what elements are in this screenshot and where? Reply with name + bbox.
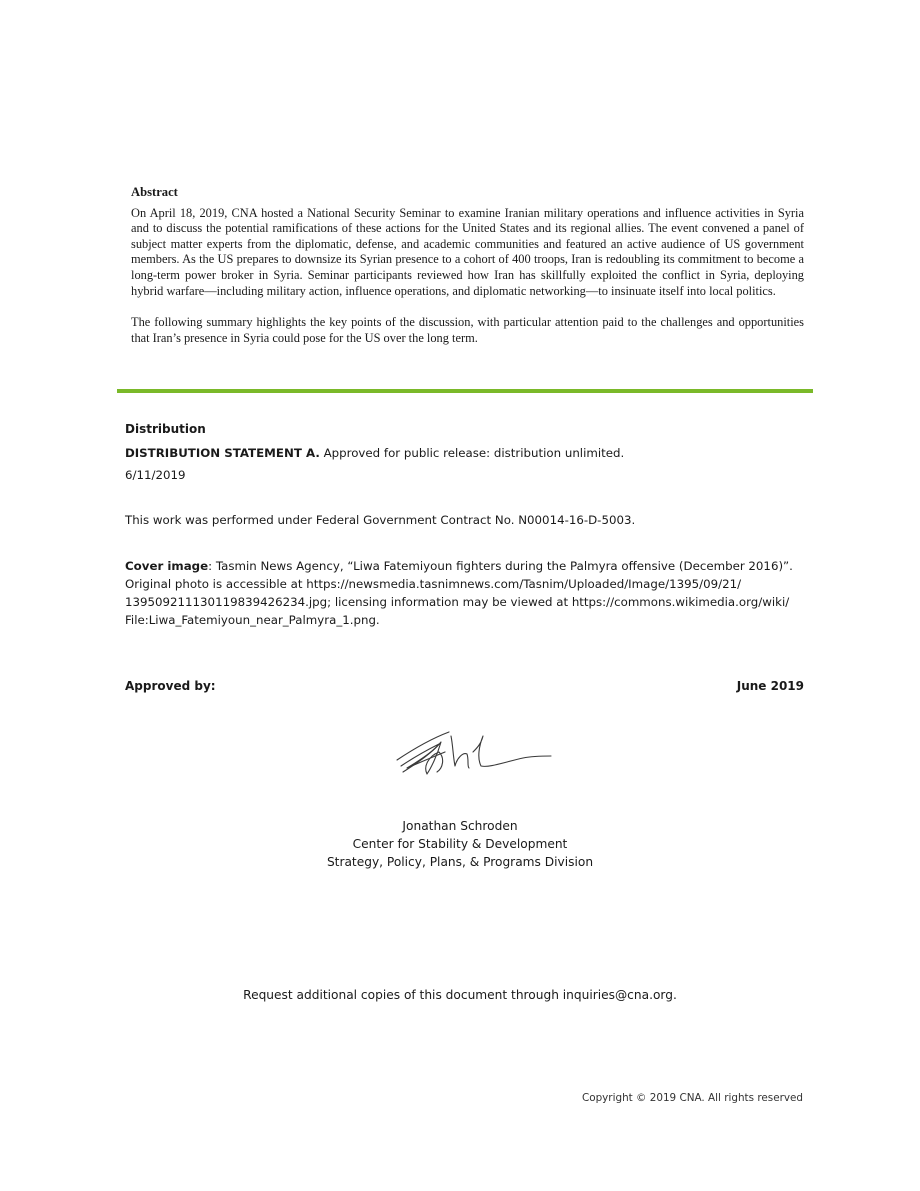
contract-statement: This work was performed under Federal Government Contract No. N00014-16-D-5003. [125,513,636,527]
signer-name: Jonathan Schroden [402,819,518,833]
signature-image [393,722,553,778]
abstract-paragraph-2: The following summary highlights the key points of the discussion, with particular attention paid to the challenges and opportunities that Iran’s presence in Syria could pose for the US over the long term. [131,315,804,345]
distribution-statement-label: DISTRIBUTION STATEMENT A. [125,446,320,460]
signer-division: Strategy, Policy, Plans, & Programs Division [326,855,594,869]
abstract-section [131,185,804,346]
abstract-heading: Abstract [131,185,178,199]
approval-date: June 2019 [736,679,804,693]
signer-center: Center for Stability & Development [352,837,568,851]
distribution-statement-text: Approved for public release: distribution unlimited. [319,446,625,460]
green-divider [117,389,813,393]
approved-by-label: Approved by: [125,679,216,693]
distribution-statement [125,445,624,461]
copyright-notice: Copyright © 2019 CNA. All rights reserved [581,1092,803,1104]
cover-image-label: Cover image [125,559,209,573]
cover-image-text: : Tasmin News Agency, “Liwa Fatemiyoun fighters during the Palmyra offensive (December 2016)”. Original photo is accessible at https://newsmedia.tasnimnews.com/Tasnim/Uploaded/Image/1395/09/21/ 139509211130119839426234.jpg; licensing information may be viewed at https://commons.wikimedia.org/wiki/ File:Liwa_Fatemiyoun_near_Palmyra_1.png. [125,559,793,627]
distribution-date: 6/11/2019 [125,468,186,482]
signer-block [0,817,920,871]
distribution-heading: Distribution [125,422,206,436]
cover-image-credit [125,557,805,629]
abstract-paragraph-1: On April 18, 2019, CNA hosted a National Security Seminar to examine Iranian military operations and influence activities in Syria and to discuss the potential ramifications of these actions for the United States and its regional allies. The event convened a panel of subject matter experts from the diplomatic, defense, and academic communities and featured an active audience of US government members. As the US prepares to downsize its Syrian presence to a cohort of 400 troops, Iran is redoubling its commitment to become a long-term power broker in Syria. Seminar participants reviewed how Iran has skillfully exploited the conflict in Syria, deploying hybrid warfare—including military action, influence operations, and diplomatic networking—to insinuate itself into local politics. [131,205,804,298]
request-copies-text: Request additional copies of this document through inquiries@cna.org. [243,988,677,1002]
